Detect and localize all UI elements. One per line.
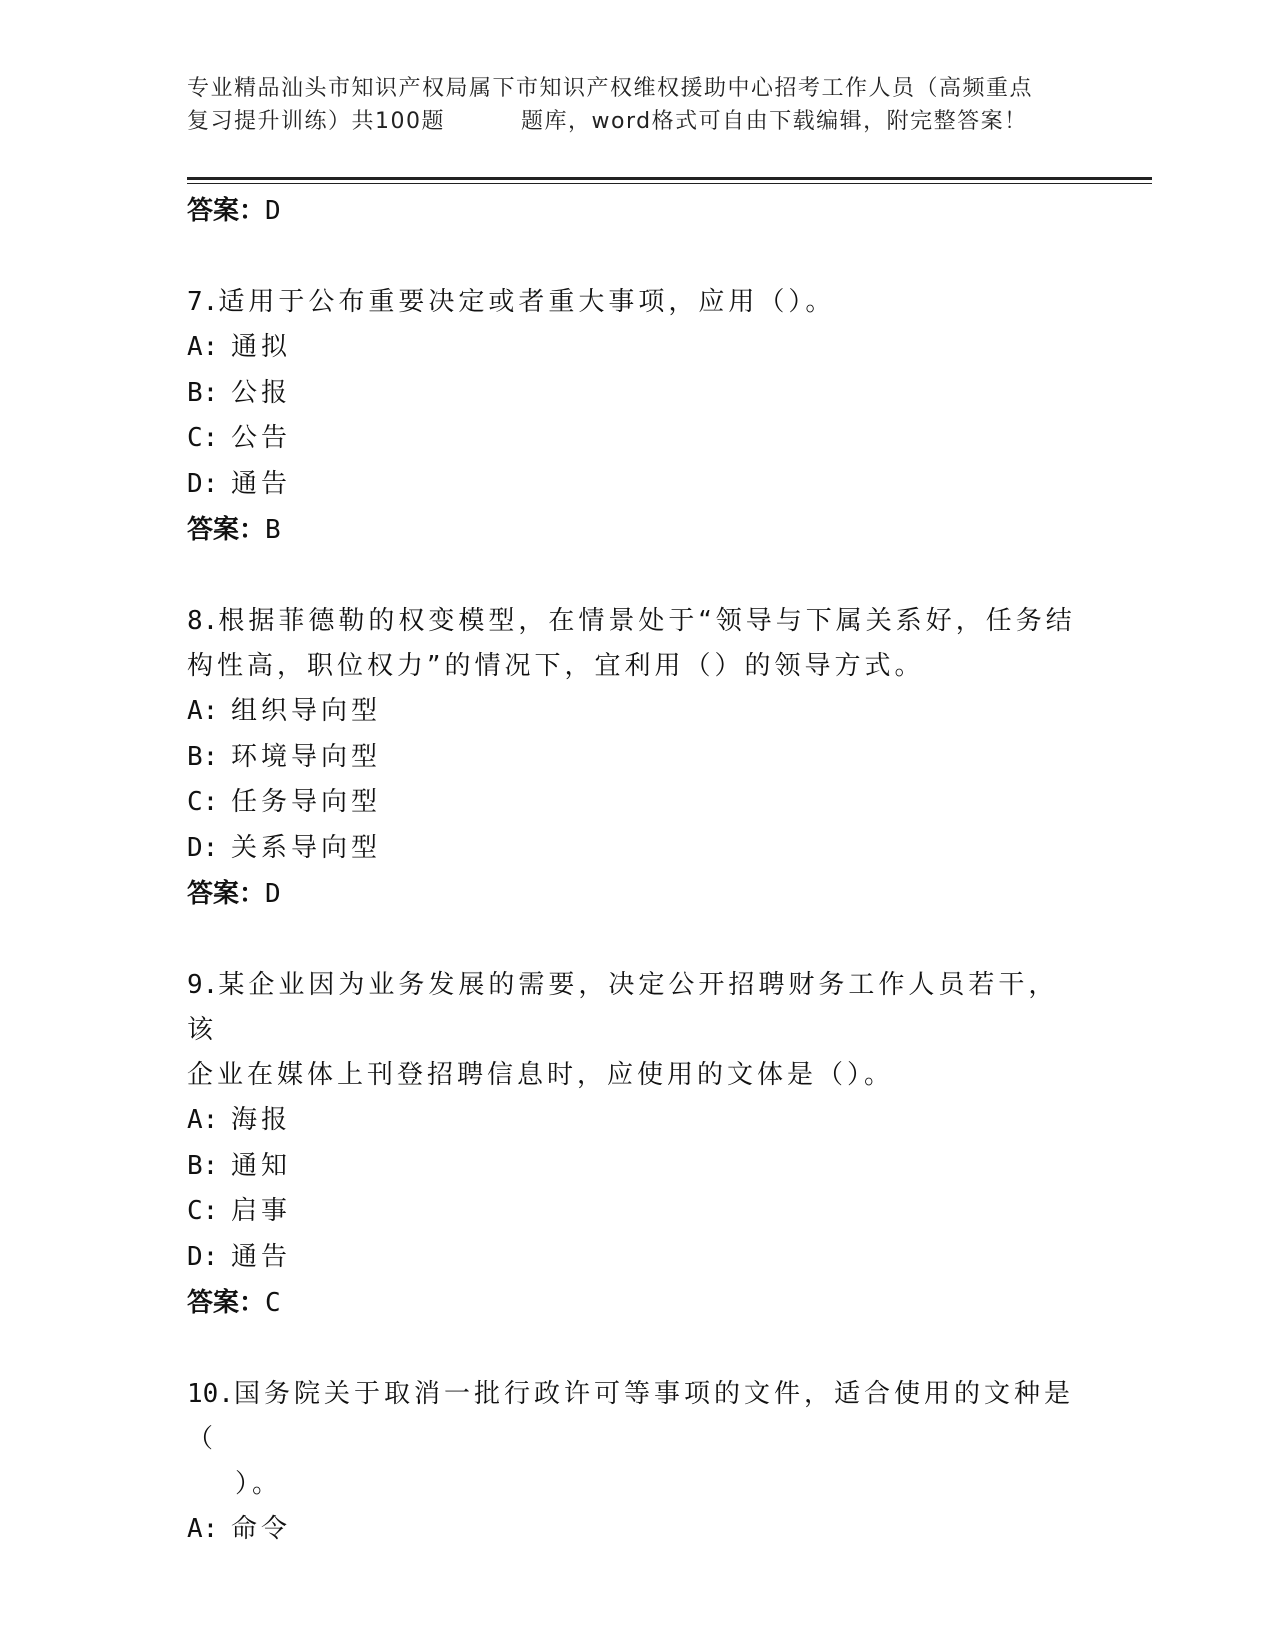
option-label: C: [187, 423, 219, 453]
option-label: D: [187, 1241, 219, 1272]
question-text-continued: 企业在媒体上刊登招聘信息时，应使用的文体是（）。 [187, 1060, 895, 1090]
answer-value: D [265, 196, 281, 226]
option-text: 公告 [231, 423, 292, 453]
option-label: A: [187, 1105, 219, 1135]
option-label: C: [187, 787, 219, 817]
option-text: 组织导向型 [231, 696, 382, 726]
option-b [187, 1144, 1087, 1190]
option-c [187, 416, 1087, 462]
option-a [187, 1507, 1087, 1553]
option-b [187, 735, 1087, 781]
option-c [187, 780, 1087, 826]
answer-label: 答案： [187, 515, 266, 545]
header-line-2 [187, 105, 1087, 138]
option-d [187, 1235, 1087, 1281]
option-text: 通拟 [231, 332, 292, 362]
option-label: A: [187, 332, 219, 362]
question-text: 根据菲德勒的权变模型，在情景处于“领导与下属关系好，任务结 [218, 606, 1076, 636]
question-7 [187, 280, 1087, 325]
option-d [187, 462, 1087, 508]
option-text: 启事 [231, 1196, 292, 1226]
option-label: B: [187, 377, 219, 408]
question-text: 国务院关于取消一批行政许可等事项的文件，适合使用的文种是（ [187, 1379, 1074, 1454]
option-c [187, 1189, 1087, 1235]
option-label: A: [187, 1514, 219, 1544]
option-text: 海报 [231, 1105, 292, 1135]
answer-value: D [265, 879, 281, 909]
option-b [187, 371, 1087, 417]
question-text: 某企业因为业务发展的需要，决定公开招聘财务工作人员若干，该 [187, 970, 1059, 1045]
option-label: A: [187, 696, 219, 726]
question-text: 适用于公布重要决定或者重大事项，应用（）。 [218, 287, 836, 317]
question-number: 10. [187, 1379, 234, 1409]
header-line-2-part-b: 题库，word格式可自由下载编辑，附完整答案！ [521, 109, 1028, 134]
option-text: 关系导向型 [231, 832, 382, 863]
answer-value: C [265, 1288, 281, 1318]
option-a [187, 1098, 1087, 1144]
option-text: 任务导向型 [231, 787, 382, 817]
option-text: 通知 [231, 1150, 292, 1181]
option-a [187, 325, 1087, 371]
answer-line [187, 1280, 1087, 1326]
answer-line [187, 871, 1087, 917]
option-text: 通告 [231, 1241, 292, 1272]
answer-label: 答案： [187, 1288, 266, 1318]
option-label: B: [187, 741, 219, 772]
header-rule-thin [187, 183, 1152, 184]
question-8 [187, 599, 1087, 689]
header-line-1: 专业精品汕头市知识产权局属下市知识产权维权援助中心招考工作人员（高频重点 [187, 76, 1034, 101]
option-label: D: [187, 832, 219, 863]
option-text: 公报 [231, 377, 292, 408]
question-number: 7. [187, 287, 219, 317]
question-number: 8. [187, 606, 219, 636]
question-10 [187, 1372, 1087, 1507]
question-number: 9. [187, 970, 219, 1000]
question-text-continued: ）。 [235, 1469, 283, 1499]
answer-value: B [265, 515, 281, 545]
option-label: C: [187, 1196, 219, 1226]
option-label: D: [187, 468, 219, 499]
question-9 [187, 963, 1087, 1098]
header-rule-thick [187, 177, 1152, 180]
answer-label: 答案： [187, 879, 266, 909]
option-label: B: [187, 1150, 219, 1181]
header-line-2-part-a: 复习提升训练）共100题 [187, 109, 445, 134]
answer-line [187, 507, 1087, 553]
answer-line [187, 188, 1087, 234]
question-list [187, 188, 1087, 1553]
answer-label: 答案： [187, 196, 266, 226]
option-text: 通告 [231, 468, 292, 499]
option-text: 环境导向型 [231, 741, 382, 772]
option-d [187, 826, 1087, 872]
option-text: 命令 [231, 1514, 292, 1544]
page-header [187, 72, 1087, 138]
option-a [187, 689, 1087, 735]
question-text-continued: 构性高，职位权力”的情况下，宜利用（）的领导方式。 [187, 651, 925, 681]
